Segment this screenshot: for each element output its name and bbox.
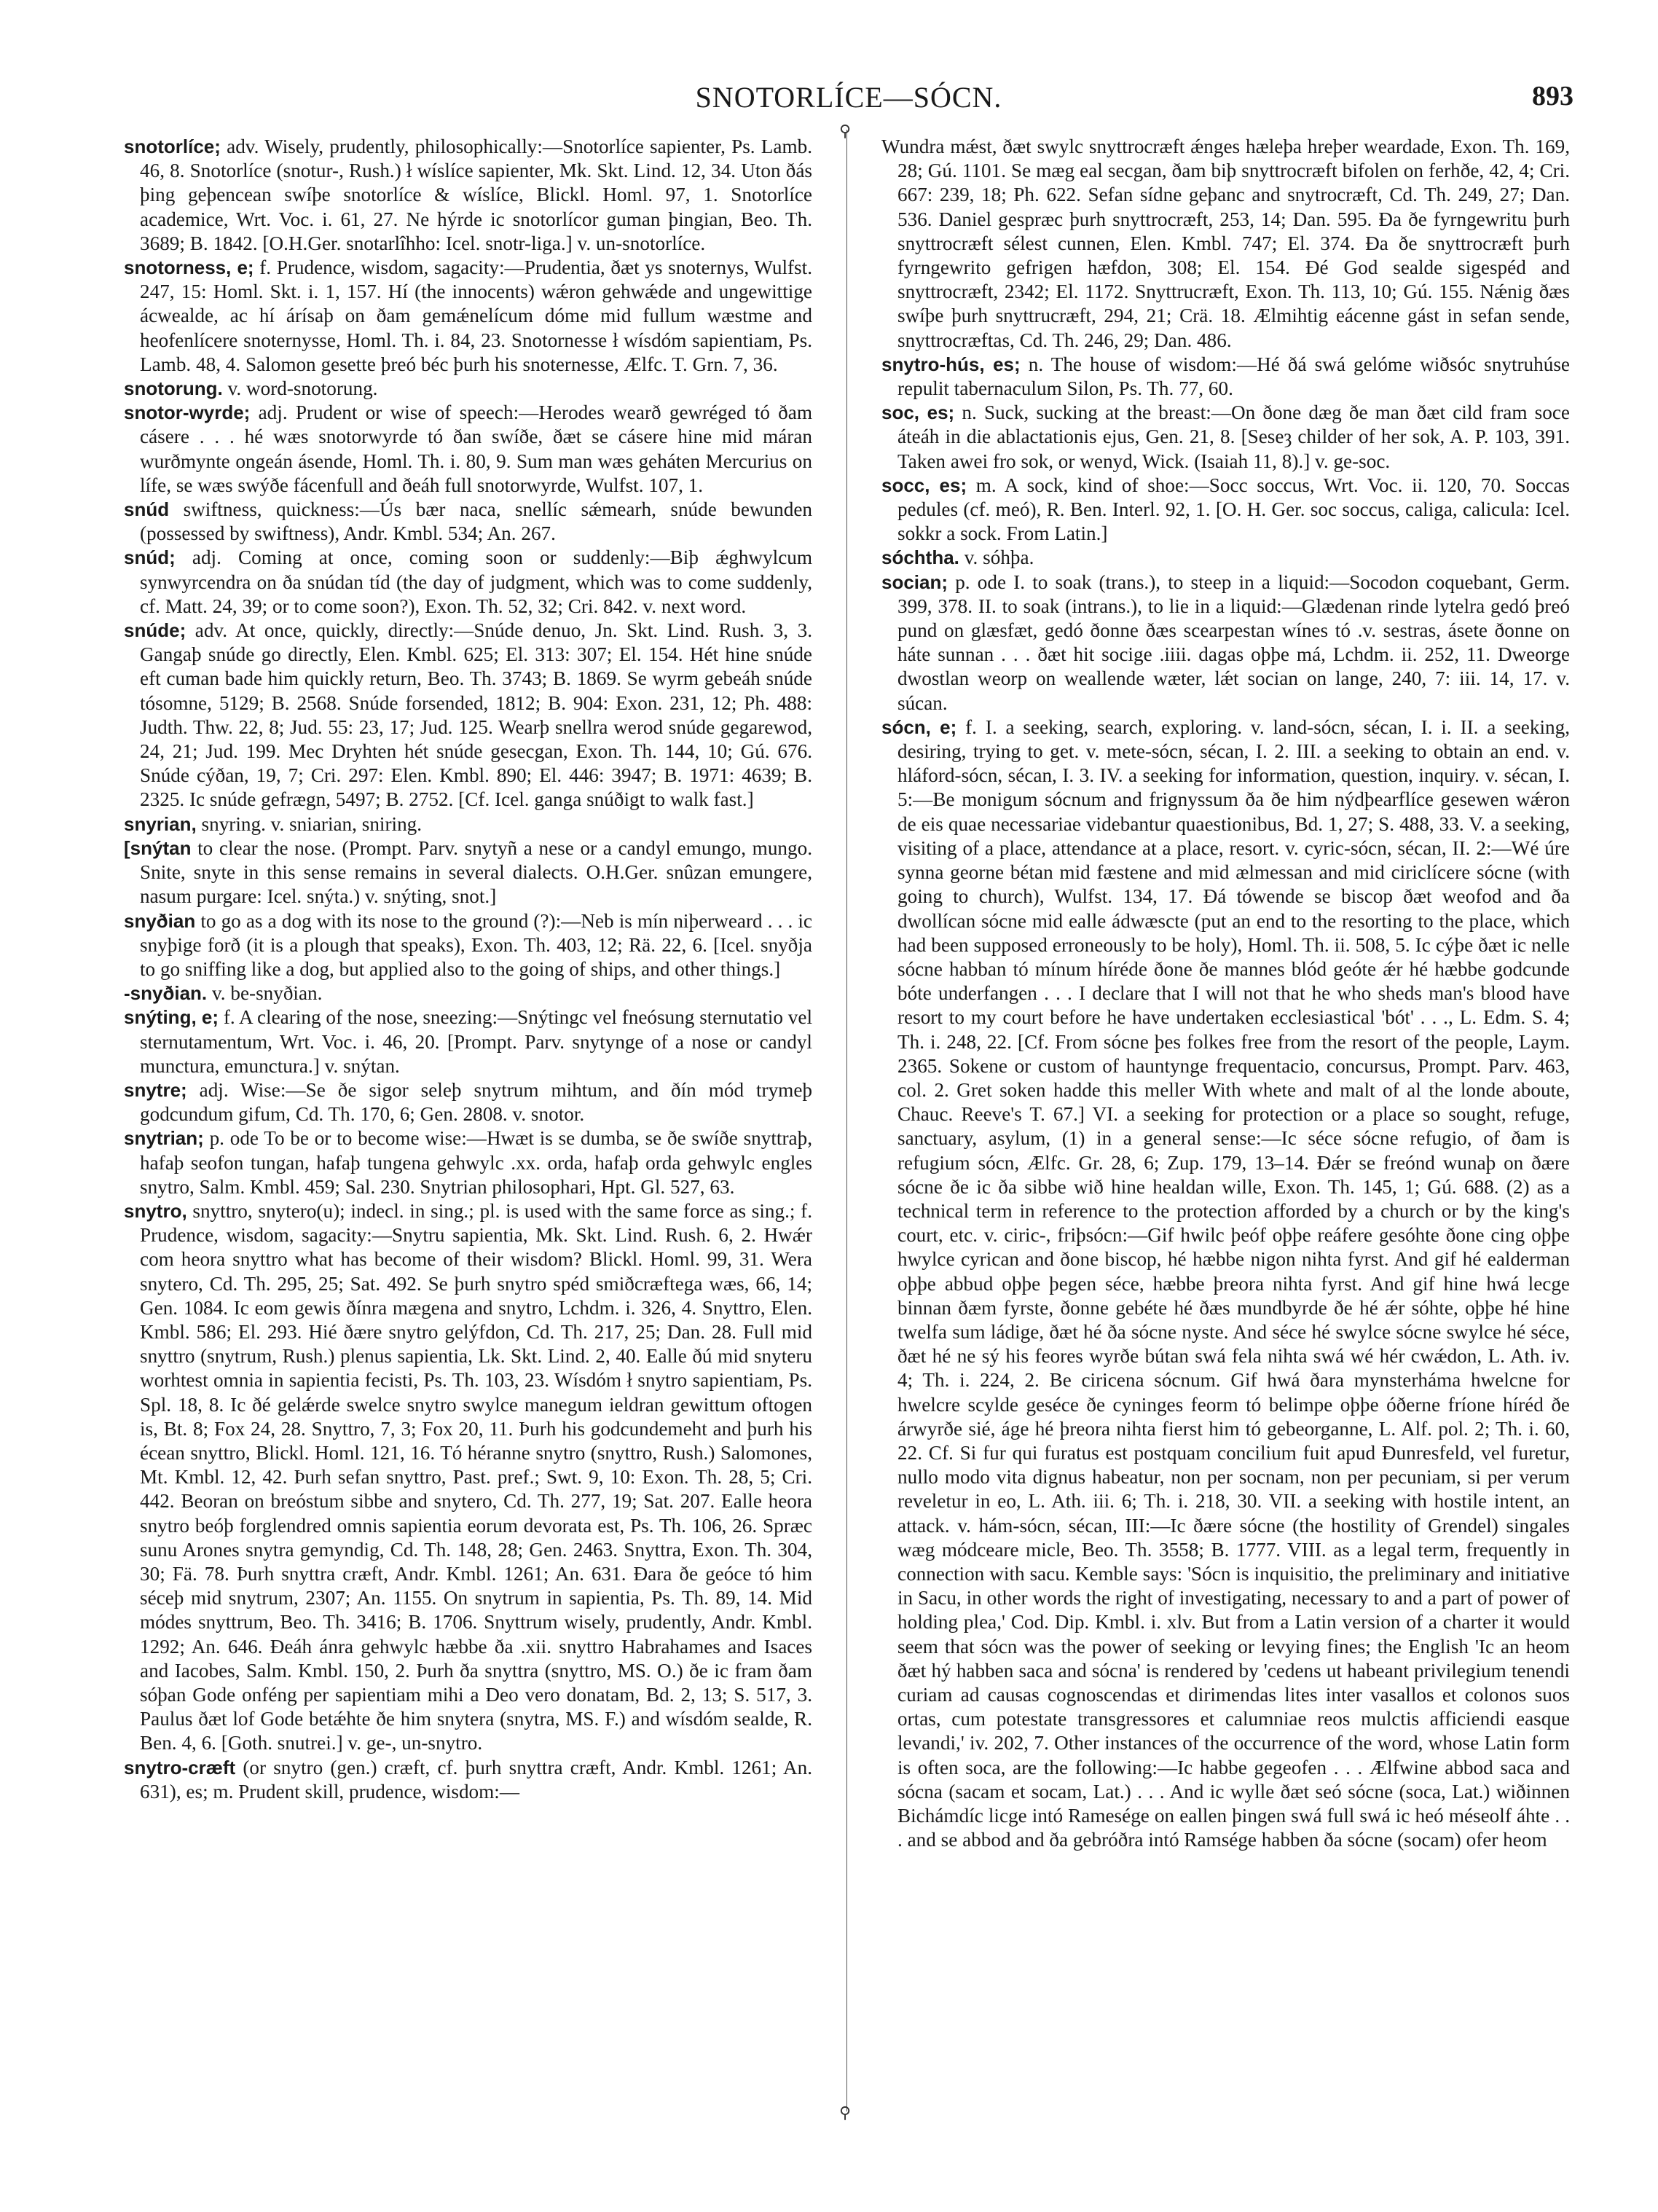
entry-text: f. Prudence, wisdom, sagacity:—Prudentia, ðæt ys snoternys, Wulfst. 247, 15: Homl. Skt. i. 1, 157. Hí (the innocents) wǽron gehwǽde and ungewittige ácwealde, ac hí árísaþ on ðam gemǽnelícum dóme mid fullum wæstme and heofenlícere snoternysse, Homl. Th. i. 84, 23. Snotornesse ł wísdóm sapientiam, Ps. Lamb. 48, 4. Salomon gesette þreó béc þurh his snoternesse, Ælfc. T. Grn. 7, 36.	[140, 256, 812, 375]
dictionary-entry	[124, 256, 812, 377]
entry-headword: socian;	[881, 570, 948, 593]
entry-text: p. ode I. to soak (trans.), to steep in a liquid:—Socodon coquebant, Germ. 399, 378. II. to soak (intrans.), to lie in a liquid:—Glædenan rinde lytelra gedó þreó pund on glæsfæt, gedó ðonne ðæs scearpestan wínes tó .v. sestras, ásete ðonne on háte sunnan . . . ðæt hit socige .iiii. dagas oþþe má, Lchdm. ii. 252, 11. Dweorge dwostlan weorp on weallende wæter, lǽt socian on lange, 240, 7: iii. 14, 17. v. súcan.	[897, 570, 1570, 714]
dictionary-entry	[124, 619, 812, 812]
entry-headword: snyðian	[124, 909, 196, 932]
entry-text: Wundra mǽst, ðæt swylc snyttrocræft ǽnges hæleþa hreþer weardade, Exon. Th. 169, 28; Gú. 1101. Se mæg eal secgan, ðam biþ snyttrocræft bifolen on ferhðe, 42, 4; Cri. 667: 239, 18; Ph. 622. Sefan sídne geþanc and snytrocræft, Cd. Th. 249, 27; Dan. 536. Daniel gespræc þurh snyttrocræft, 253, 14; Dan. 595. Ða ðe fyrngewritu þurh snyttrocræft sélest cunnen, Elen. Kmbl. 747; El. 374. Ða ðe snyttrocræft þurh fyrngewrito gefrigen hæfdon, 308; El. 154. Ðé God sealde sigespéd and snyttrocræft, 2342; El. 1172. Snyttrucræft, Exon. Th. 113, 10; Gú. 155. Nǽnig ðæs swíþe þurh snyttrucræft, 294, 21; Crä. 18. Ælmihtig eácenne gást in sefan sende, snyttrocræftas, Cd. Th. 246, 29; Dan. 486.	[881, 136, 1570, 351]
entry-text: (or snytro (gen.) cræft, cf. þurh snyttra cræft, Andr. Kmbl. 1261; An. 631), es; m. Prudent skill, prudence, wisdom:—	[140, 1756, 812, 1803]
entry-headword: -snyðian.	[124, 982, 208, 1005]
running-title: SNOTORLÍCE—SÓCN.	[695, 81, 1002, 114]
entry-headword: snotorness, e;	[124, 256, 254, 279]
dictionary-entry	[881, 353, 1570, 401]
entry-headword: socc, es;	[881, 474, 967, 496]
entry-text: f. A clearing of the nose, sneezing:—Snýtingc vel fneósung sternutatio vel sternutamentum, Wrt. Voc. i. 46, 20. [Prompt. Parv. snytynge of a nose or candyl munctura, emunctura.] v. snýtan.	[140, 1006, 812, 1077]
right-column	[881, 135, 1570, 2109]
entry-headword: soc, es;	[881, 401, 955, 424]
divider-ornament-bottom: ⚲	[839, 2104, 852, 2122]
entry-text: adj. Coming at once, coming soon or suddenly:—Biþ ǽghwylcum synwyrcendra on ða snúdan tíd (the day of judgment, which was to come suddenly, cf. Matt. 24, 39; or to come soon?), Exon. Th. 52, 32; Cri. 842. v. next word.	[140, 546, 812, 617]
dictionary-entry	[124, 546, 812, 619]
entry-headword: snytro-hús, es;	[881, 353, 1021, 375]
dictionary-entry	[124, 498, 812, 546]
entry-text: v. be-snyðian.	[207, 982, 323, 1005]
entry-headword: snúd	[124, 498, 170, 521]
dictionary-entry	[124, 1126, 812, 1199]
dictionary-entry	[881, 715, 1570, 1853]
entry-text: to go as a dog with its nose to the ground (?):—Neb is mín niþerweard . . . ic snyþige forð (it is a plough that speaks), Exon. Th. 403, 12; Rä. 22, 6. [Icel. snyðja to go sniffing like a dog, but applied also to the going of ships, and other things.]	[140, 909, 812, 980]
entry-text: p. ode To be or to become wise:—Hwæt is se dumba, se ðe swíðe snyttraþ, hafaþ seofon tungan, hafaþ tungena gehwylc .xx. orda, hafaþ orda gehwylc engles snytro, Salm. Kmbl. 459; Sal. 230. Snytrian philosophari, Hpt. Gl. 527, 63.	[140, 1127, 812, 1198]
dictionary-entry	[124, 1756, 812, 1804]
dictionary-entry	[124, 401, 812, 498]
page-header	[124, 80, 1573, 124]
column-divider	[846, 130, 847, 2111]
entry-headword: snytrian;	[124, 1127, 204, 1150]
dictionary-entry	[124, 812, 812, 836]
entry-text: v. sóhþa.	[959, 546, 1034, 569]
entry-text: v. word-snotorung.	[222, 377, 378, 400]
entry-text: snyring. v. sniarian, sniring.	[196, 812, 423, 835]
entry-headword: snotorung.	[124, 377, 223, 400]
entry-text: n. Suck, sucking at the breast:—On ðone dæg ðe man ðæt cild fram soce áteáh in die ablactationis ejus, Gen. 21, 8. [Seseȝ childer of her sok, A. P. 103, 391. Taken awei fro sok, or wenyd, Wick. (Isaiah 11, 8).] v. ge-soc.	[897, 401, 1570, 472]
dictionary-entry	[124, 909, 812, 982]
entry-headword: snyrian,	[124, 812, 197, 835]
entry-text: adj. Wise:—Se ðe sigor seleþ snytrum mihtum, and ðín mód trymeþ godcundum gifum, Cd. Th. 170, 6; Gen. 2808. v. snotor.	[140, 1078, 812, 1126]
entry-headword: snotor-wyrde;	[124, 401, 251, 424]
entry-text: snyttro, snytero(u); indecl. in sing.; pl. is used with the same force as sing.; f. Prudence, wisdom, sagacity:—Snytru sapientia, Mk. Skt. Lind. Rush. 6, 2. Hwǽr com heora snyttro what has become of their wisdom? Blickl. Homl. 99, 31. Wera snytero, Cd. Th. 295, 25; Sat. 492. Se þurh snytro spéd smiðcræftega wæs, 66, 14; Gen. 1084. Ic eom gewis ðínra mægena and snytro, Lchdm. i. 326, 4. Snyttro, Elen. Kmbl. 586; El. 293. Hié ðære snytro gelýfdon, Cd. Th. 217, 25; Dan. 28. Full mid snyttro (snytrum, Rush.) plenus sapientia, Lk. Skt. Lind. 2, 40. Ealle ðú mid snyteru worhtest omnia in sapientia fecisti, Ps. Th. 103, 23. Wísdóm ł snytro sapientiam, Ps. Spl. 18, 8. Ic ðé gelǽrde swelce snytro swylce manegum ieldran gewittum oftogen is, Bt. 8; Fox 24, 28. Snyttro, 7, 3; Fox 20, 11. Þurh his godcundemeht and þurh his écean snyttro, Blickl. Homl. 121, 16. Tó héranne snytro (snyttro, Rush.) Salomones, Mt. Kmbl. 12, 42. Þurh sefan snyttro, Past. pref.; Swt. 9, 10: Exon. Th. 28, 5; Cri. 442. Beoran on breóstum sibbe and snytero, Cd. Th. 277, 19; Sat. 207. Ealle heora snytro beóþ forglendred omnis sapientia eorum devorata est, Ps. Th. 106, 26. Spræc sunu Arones snytra gemyndig, Cd. Th. 148, 28; Gen. 2463. Snyttra, Exon. Th. 304, 30; Fä. 78. Þurh snyttra cræft, Andr. Kmbl. 1261; An. 631. Ðara ðe geóce tó him sécеþ mid snytrum, 2307; An. 1155. On snytrum in sapientia, Ps. Th. 89, 14. Mid módes snyttrum, Beo. Th. 3416; B. 1706. Snyttrum wisely, prudently, Andr. Kmbl. 1292; An. 646. Ðeáh ánra gehwylc hæbbe ða .xii. snyttro Habrahames and Isaces and Iacobes, Salm. Kmbl. 150, 2. Þurh ða snyttra (snyttro, MS. O.) ðe ic fram ðam sóþan Gode onféng per sapientiam mihi a Deo vero donatam, Bd. 2, 13; S. 517, 3. Paulus ðæt lof Gode betǽhte ðe him snytera (snytra, MS. F.) and wísdóm sealde, R. Ben. 4, 6. [Goth. snutrei.] v. ge-, un-snytro.	[140, 1199, 812, 1754]
dictionary-entry	[881, 135, 1570, 353]
entry-headword: sócn, e;	[881, 715, 957, 738]
dictionary-entry	[124, 377, 812, 401]
entry-headword: snytre;	[124, 1078, 187, 1101]
entry-text: swiftness, quickness:—Ús bær naca, snellíc sǽmearh, snúde bewunden (possessed by swiftness), Andr. Kmbl. 534; An. 267.	[140, 498, 812, 545]
entry-headword: snotorlíce;	[124, 136, 221, 157]
dictionary-entry	[124, 135, 812, 256]
entry-text: f. I. a seeking, search, exploring. v. land-sócn, sécan, I. i. II. a seeking, desiring, trying to get. v. mete-sócn, sécan, I. 2. III. a seeking to obtain an end. v. hláford-sócn, sécan, I. 3. IV. a seeking for information, question, inquiry. v. sécan, I. 5:—Be monigum sócnum and frignyssum ða ðe him nýdþearflíce gesewen wǽron de eis quae necessariae videbantur quaestionibus, Bd. 1, 27; S. 488, 33. V. a seeking, visiting of a place, attendance at a place, resort. v. cyric-sócn, sécan, II. 2:—Wé úre synna geornе bétan mid fæstene and mid ælmessan and mid ciriclícere sócne (with going to church), Wulfst. 134, 17. Ðá tówende se biscop ðæt weofod and ða dwollícan sócne mid ealle ádwæscte (put an end to the resorting to the place, which had been supposed erroneously to be holy), Homl. Th. ii. 508, 5. Ic cýþe ðæt ic nelle sócne habban tó mínum híréde ðone ðe mannes blód geóte ǽr hé hæbbe godcunde bóte underfangen . . . I declare that I will not that he who sheds man's blood have resort to my court before he have undertaken ecclesiastical 'bót' . . ., L. Edm. S. 4; Th. i. 248, 22. [Cf. From sócne þes folkes free from the resort of the people, Laym. 2365. Sokene or custom of hauntynge frequentacio, concursus, Prompt. Parv. 463, col. 2. Gret soken hadde this meller With whete and malt of al the londe aboute, Chauc. Reeve's T. 67.] VI. a seeking for protection or a place so sought, refuge, sanctuary, asylum, (1) in a general sense:—Ic séce sócne refugio, of ðam is refugium sócn, Ælfc. Gr. 28, 6; Zup. 179, 13–14. Ðǽr se freónd wunaþ on ðære sócne ðe ic ða sibbe wið hine healdan wille, Exon. Th. 145, 1; Gú. 688. (2) as a technical term in reference to the protection afforded by a church or by the king's court, etc. v. ciric-, friþsócn:—Gif hwilc þeóf oþþe reáfere gesóhte ðone cing oþþe hwylce cyrican and ðone biscop, hé hæbbe nigon nihta fyrst. And gif hé ealderman oþþe abbud oþþe þegen séce, hæbbe þreora nihta fyrst. And gif hine hwá lecge binnan ðæm fyrste, ðonne gebéte hé ðæs mundbyrde ðe hé ǽr sóhte, oþþe hé hine twelfa sum ládige, ðæt hé ða sócne nyste. And séce hé swylce sócne swylce hé séce, ðæt hé ne sý his feores wyrðe bútan swá fela nihta swá wé hér cwǽdon, L. Ath. iv. 4; Th. i. 224, 2. Be ciricena sócnum. Gif hwá ðara mynsterháma hwelcne for hwelcre scylde geséce ðe cyninges feorm tó belimpe oþþe óðerne fríone híréd ðe árwyrðe sié, áge hé þreora nihta fierst him tó gebeorganne, L. Alf. pol. 2; Th. i. 60, 22. Cf. Si fur qui furatus est postquam concilium fuit apud Ðunresfeld, vel furetur, nullo modo vita dignus habeatur, non per socnam, non per pecuniam, si per verum reveletur in eo, L. Ath. iii. 6; Th. i. 218, 30. VII. a seeking with hostile intent, an attack. v. hám-sócn, sécan, III:—Ic ðære sócne (the hostility of Grendel) singales wæg módceare micle, Beo. Th. 3558; B. 1777. VIII. as a legal term, frequently in connection with sacu. Kemble says: 'Sócn is inquisitio, the preliminary and initiative in Sacu, in other words the right of investigating, necessary to and a part of power of holding plea,' Cod. Dip. Kmbl. i. xlv. But from a Latin version of a charter it would seem that sócn was the power of seeking or levying fines; the English 'Ic an heom ðæt hý habben saca and sócna' is rendered by 'cedens ut habeant privilegium tenendi curiam ad causas cognoscendas et dirimendas lites inter vasallos et colonos suos ortas, cum potestate transgressores et calumniae reos mulctis afficiendi easque levandi,' iv. 202, 7. Other instances of the occurrence of the word, whose Latin form is often soca, are the following:—Ic habbe gegeofen . . . Ælfwine abbod saca and sócna (sacam et socam, Lat.) . . . And ic wylle ðæt seó sócne (soca, Lat.) wiðinnen Bichámdíc licge intó Ramesége on eallen þingen swá full swá ic heó méseolf áhte . . . and se abbod and ða gebróðra intó Ramsége habben ða sócne (socam) ofer heom	[897, 715, 1570, 1851]
entry-text: adv. Wisely, prudently, philosophically:—Snotorlíce sapienter, Ps. Lamb. 46, 8. Snotorlíce (snotur-, Rush.) ł wíslíce sapienter, Mk. Skt. Lind. 12, 34. Uton ðás þing geþencean swíþe snotorlíce & wíslíce, Blickl. Homl. 97, 1. Snotorlíce academice, Wrt. Voc. i. 61, 27. Ne hýrde ic snotorlícor guman þingian, Beo. Th. 3689; B. 1842. [O.H.Ger. snotarlîhho: Icel. snotr-liga.] v. un-snotorlíce.	[140, 136, 812, 254]
entry-text: adv. At once, quickly, directly:—Snúde denuo, Jn. Skt. Lind. Rush. 3, 3. Gangaþ snúde go directly, Elen. Kmbl. 625; El. 313: 307; El. 154. Hét hine snúde eft cuman bade him quickly return, Beo. Th. 3743; B. 1869. Se wyrm gebeáh snúde tósomne, 5129; B. 2568. Snúde forsended, 1812; B. 904: Exon. 231, 12; Ph. 488: Judth. Thw. 22, 8; Jud. 55: 23, 17; Jud. 125. Wearþ snellra werod snúde gegarewod, 24, 21; Jud. 199. Mec Dryhten hét snúde gesecgan, Exon. Th. 144, 10; Gú. 676. Snúde cýðan, 19, 7; Cri. 297: Elen. Kmbl. 890; El. 446: 3947; B. 1971: 4639; B. 2325. Ic snúde gefrægn, 5497; B. 2752. [Cf. Icel. ganga snúðigt to walk fast.]	[140, 619, 812, 811]
left-column	[124, 135, 812, 2109]
entry-headword: snúde;	[124, 619, 186, 642]
dictionary-entry	[124, 981, 812, 1005]
entry-text: n. The house of wisdom:—Hé ðá swá gelóme wiðsóc snytruhúse repulit tabernaculum Silon, Ps. Th. 77, 60.	[897, 353, 1570, 400]
entry-headword: snytro-cræft	[124, 1756, 236, 1778]
entry-text: adj. Prudent or wise of speech:—Herodes wearð gewréged tó ðam cásere . . . hé wæs snotorwyrde tó ðan swíðe, ðæt se cásere hine mid máran wurðmynte ongeán ásende, Homl. Th. i. 80, 9. Sum man wæs geháten Mercurius on lífe, se wæs swýðe fácenfull and ðeáh full snotorwyrde, Wulfst. 107, 1.	[140, 401, 812, 496]
entry-headword: snúd;	[124, 546, 176, 569]
dictionary-entry	[124, 836, 812, 909]
entry-headword: [snýtan	[124, 836, 192, 859]
entry-headword: sóchtha.	[881, 546, 959, 569]
entry-text: to clear the nose. (Prompt. Parv. snytyñ a nese or a candyl emungo, mungo. Snite, snyte in this sense remains in several dialects. O.H.Ger. snûzan emungere, nasum purgare: Icel. snýta.) v. snýting, snot.]	[140, 836, 812, 908]
entry-text: m. A sock, kind of shoe:—Socc soccus, Wrt. Voc. ii. 120, 70. Soccas pedules (cf. meó), R. Ben. Interl. 92, 1. [O. H. Ger. soc soccus, caliga, calicula: Icel. sokkr a sock. From Latin.]	[897, 474, 1570, 545]
divider-ornament-top: ⚲	[839, 122, 852, 141]
dictionary-entry	[124, 1199, 812, 1756]
dictionary-entry	[124, 1005, 812, 1078]
dictionary-entry	[881, 401, 1570, 474]
page-number: 893	[1532, 81, 1573, 111]
dictionary-entry	[881, 546, 1570, 570]
entry-headword: snýting, e;	[124, 1006, 219, 1029]
dictionary-entry	[881, 570, 1570, 715]
dictionary-entry	[124, 1078, 812, 1126]
entry-headword: snytro,	[124, 1199, 187, 1222]
dictionary-entry	[881, 474, 1570, 546]
